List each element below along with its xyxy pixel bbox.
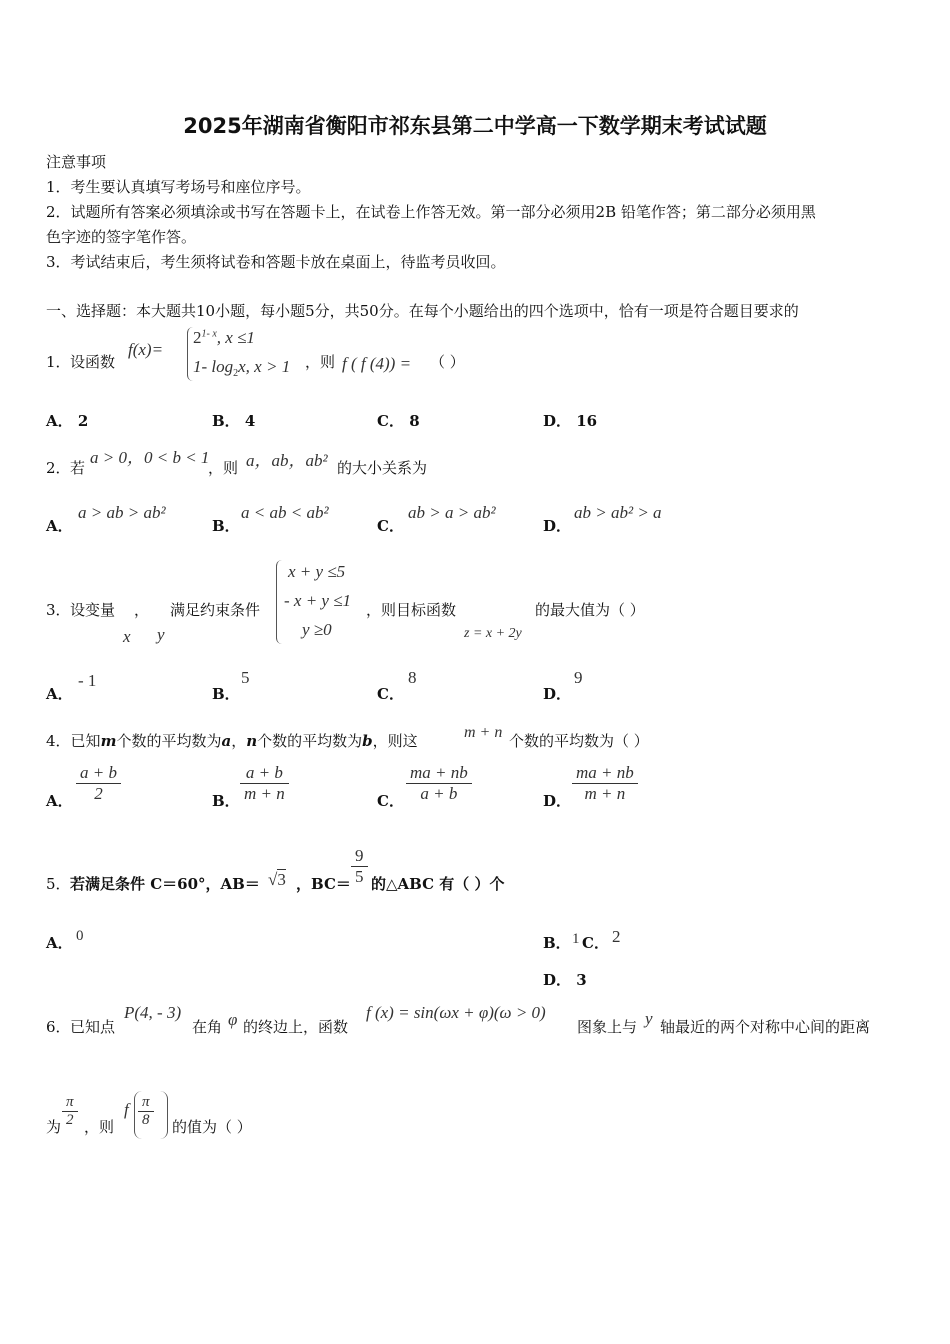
question-5-text: ，BC＝ [296,875,351,893]
option-b-value: 5 [241,668,250,687]
question-3-number: 3． [46,601,71,619]
notes-item: 3．考试结束后，考生须将试卷和答题卡放在桌面上，待监考员收回。 [46,253,506,271]
q5-fraction: $\frac{9}{5}$ [351,846,368,887]
question-6-text: 轴最近的两个对称中心间的距离 [660,1018,871,1036]
option-b-value: 1 [572,931,580,947]
option-b: B． [212,685,240,703]
question-6-text: 在角 [192,1018,223,1036]
option-c: C． [377,792,404,810]
q6-f: f [124,1100,129,1119]
q3-constraint-1: x + y ≤5 [288,562,346,581]
option-b: B． [212,517,240,535]
question-6-text: 的终边上，函数 [243,1018,349,1036]
option-a: A． [46,685,73,703]
question-1-number: 1． [46,353,71,371]
option-c-value: ab > a > ab² [408,503,496,522]
option-c-value: 8 [408,668,417,687]
q6-point: P(4, - 3) [124,1003,182,1022]
answer-paren: （ ） [430,353,465,371]
question-4-number: 4．已知m个数的平均数为a，n个数的平均数为b，则这 [46,732,418,750]
section-heading: 一、选择题：本大题共10小题，每小题5分，共50分。在每个小题给出的四个选项中，恰有一项是符合题目要求的 [46,302,799,320]
question-5-number: 5． [46,875,71,893]
notes-item: 色字迹的签字笔作答。 [46,228,197,246]
question-6-text: 图象上与 [577,1018,638,1036]
question-5-text: 的△ABC 有（ ）个 [371,875,505,893]
option-c: C． [377,517,404,535]
option-b: B． [543,934,571,952]
q3-var-x: x [123,627,131,646]
question-6-number: 6． [46,1018,71,1036]
question-3-text: ，则目标函数 [366,601,457,619]
option-c: C． [377,685,404,703]
question-2-text: ，则 [208,459,239,477]
question-2-number: 2． [46,459,71,477]
option-c: C． [582,934,609,952]
question-3-text: 的最大值为（ ） [535,601,645,619]
option-d: D． [543,685,572,703]
q2-variables: a，ab，ab² [246,451,328,470]
question-4-text: 个数的平均数为（ ） [509,732,649,750]
notes-item: 1．考生要认真填写考场号和座位序号。 [46,178,311,196]
q2-condition: a > 0，0 < b < 1 [90,448,210,467]
question-3-text: 满足约束条件 [170,601,261,619]
q3-var-y: y [157,625,165,644]
option-b: B． [212,792,240,810]
q4-mn: m + n [464,724,503,741]
question-5-text: 若满足条件 C＝60°，AB＝ [70,875,260,893]
option-d-fraction: $\frac{ma + nb}{m + n}$ [572,763,638,804]
q5-sqrt: √3 [268,870,286,889]
notes-heading: 注意事项 [46,153,107,171]
page-title: 2025年湖南省衡阳市祁东县第二中学高一下数学期末考试试题 [183,114,767,138]
q6-y: y [645,1009,653,1028]
option-d-value: 9 [574,668,583,687]
option-c-fraction: $\frac{ma + nb}{a + b}$ [406,763,472,804]
option-a-value: a > ab > ab² [78,503,166,522]
q3-objective: z = x + 2y [464,626,522,641]
q1-function-label: f(x)= [128,340,164,359]
q6-function: f (x) = sin(ωx + φ)(ω > 0) [366,1003,546,1022]
q6-fraction: $\frac{\pi}{2}$ [62,1094,78,1129]
question-6-text: ，则 [84,1118,115,1136]
option-b-fraction: $\frac{a + b}{m + n}$ [240,763,289,804]
option-d: D． [543,792,572,810]
option-b: B． 4 [212,412,256,430]
q6-phi: φ [228,1010,238,1029]
question-6-text: 的值为（ ） [172,1118,252,1136]
option-d: D． 16 [543,412,598,430]
q1-expression: f ( f (4)) = [342,354,412,373]
option-d: D． 3 [543,971,587,989]
option-a: A． [46,934,73,952]
q1-case-2: 1- $\log_2x$, x > 1 [193,357,291,380]
question-3-text: 设变量 [70,601,116,619]
q6-argument: $\frac{\pi}{8}$ [138,1094,154,1129]
option-d-value: ab > ab² > a [574,503,662,522]
option-a-value: - 1 [78,671,97,690]
option-d: D． [543,517,572,535]
q3-constraint-3: y ≥0 [302,620,332,639]
option-a: A． [46,792,73,810]
question-3-text: ， [134,601,150,619]
option-a: A． [46,517,73,535]
option-a-value: 0 [76,928,84,944]
q1-case-1: 2$^{1- x}$, x ≤1 [193,328,255,347]
option-a-fraction: $\frac{a + b}{2}$ [76,763,121,804]
question-2-text: 若 [70,459,86,477]
option-c: C． 8 [377,412,420,430]
question-6-text: 已知点 [70,1018,116,1036]
question-6-text: 为 [46,1118,62,1136]
q3-constraint-2: - x + y ≤1 [284,591,352,610]
question-1-text: 设函数 [70,353,116,371]
question-1-text: ，则 [305,353,336,371]
option-b-value: a < ab < ab² [241,503,329,522]
option-c-value: 2 [612,927,621,946]
notes-item: 2．试题所有答案必须填涂或书写在答题卡上，在试卷上作答无效。第一部分必须用2B 铅笔作答；第二部分必须用黑 [46,203,816,221]
question-2-text: 的大小关系为 [337,459,428,477]
option-a: A． 2 [46,412,89,430]
